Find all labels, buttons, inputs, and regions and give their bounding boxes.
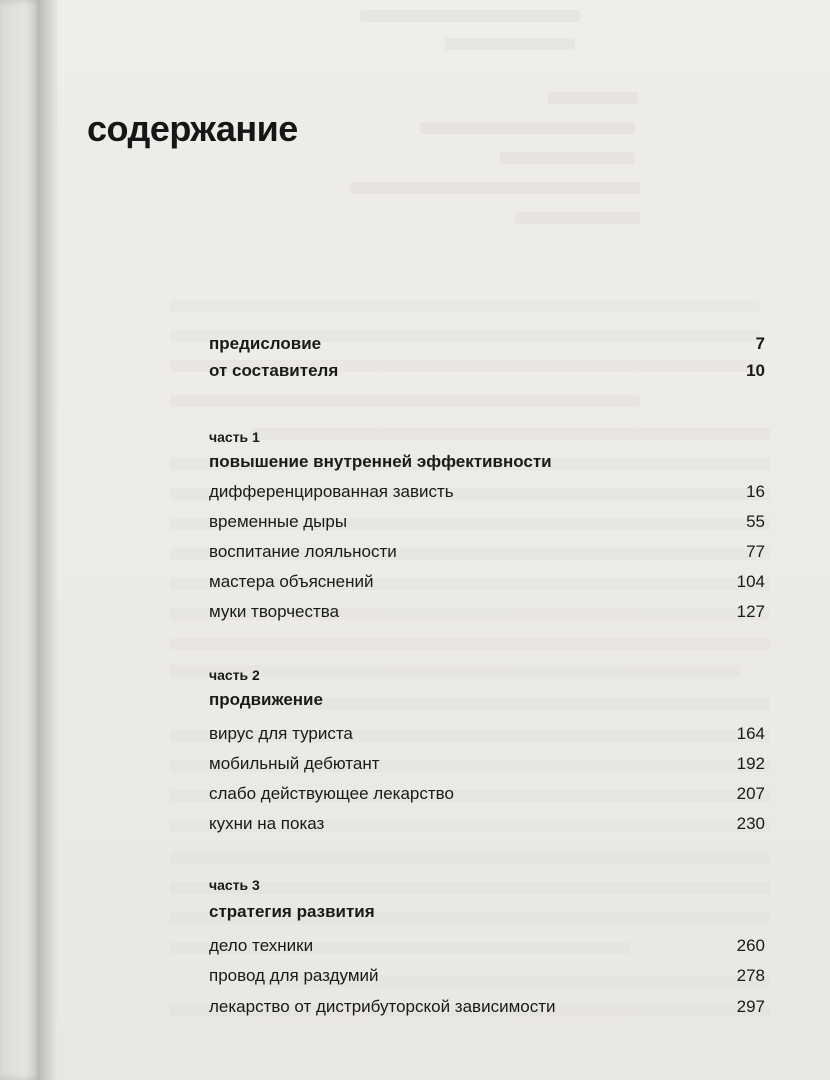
toc-entry-page: 207 (736, 784, 765, 803)
toc-entry-page: 7 (755, 334, 765, 353)
toc-entry-title: временные дыры (209, 512, 348, 531)
toc-entry (209, 753, 765, 775)
toc-entry-title: кухни на показ (209, 814, 325, 833)
toc-entry-title: предисловие (209, 334, 322, 353)
book-page (58, 0, 830, 1080)
toc-entry (209, 813, 765, 835)
toc-entry-page: 278 (736, 966, 765, 985)
part-label: часть 3 (209, 877, 260, 893)
toc-entry (209, 783, 765, 805)
toc-entry-title: муки творчества (209, 602, 340, 621)
toc-entry (209, 541, 765, 563)
toc-entry-title: провод для раздумий (209, 966, 379, 985)
toc-entry-title: мастера объяснений (209, 572, 374, 591)
book-gutter-shadow (40, 0, 58, 1080)
toc-entry-title: мобильный дебютант (209, 754, 380, 773)
toc-entry-page: 192 (736, 754, 765, 773)
toc-entry (209, 601, 765, 623)
toc-entry-title: дело техники (209, 936, 314, 955)
toc-entry-page: 230 (736, 814, 765, 833)
toc-entry (209, 481, 765, 503)
toc-entry-page: 77 (746, 542, 765, 561)
part-label: часть 1 (209, 429, 260, 445)
part-label: часть 2 (209, 667, 260, 683)
toc-entry (209, 571, 765, 593)
toc-entry-title: слабо действующее лекарство (209, 784, 454, 803)
toc-entry-title: от составителя (209, 361, 339, 380)
toc-entry-page: 164 (736, 724, 765, 743)
toc-entry-title: вирус для туриста (209, 724, 353, 743)
toc-entry (209, 965, 765, 987)
toc-entry-title: воспитание лояльности (209, 542, 397, 561)
toc-entry-preface (209, 333, 765, 355)
toc-entry-page: 16 (746, 482, 765, 501)
toc-entry-title: дифференцированная зависть (209, 482, 454, 501)
toc-entry-title: лекарство от дистрибуторской зависимости (209, 997, 556, 1016)
toc-entry-from-compiler (209, 360, 765, 382)
toc-entry-page: 297 (736, 997, 765, 1016)
toc-entry (209, 511, 765, 533)
part-heading: повышение внутренней эффективности (209, 452, 552, 471)
toc-entry-page: 55 (746, 512, 765, 531)
part-heading: стратегия развития (209, 902, 375, 921)
part-heading: продвижение (209, 690, 323, 709)
toc-entry (209, 996, 765, 1018)
toc-entry-page: 260 (736, 936, 765, 955)
toc-entry-page: 127 (736, 602, 765, 621)
toc-entry (209, 723, 765, 745)
toc-entry-page: 10 (746, 361, 765, 380)
toc-entry (209, 935, 765, 957)
page-title: содержание (87, 108, 298, 149)
toc-entry-page: 104 (736, 572, 765, 591)
facing-page-edge (0, 0, 40, 1080)
